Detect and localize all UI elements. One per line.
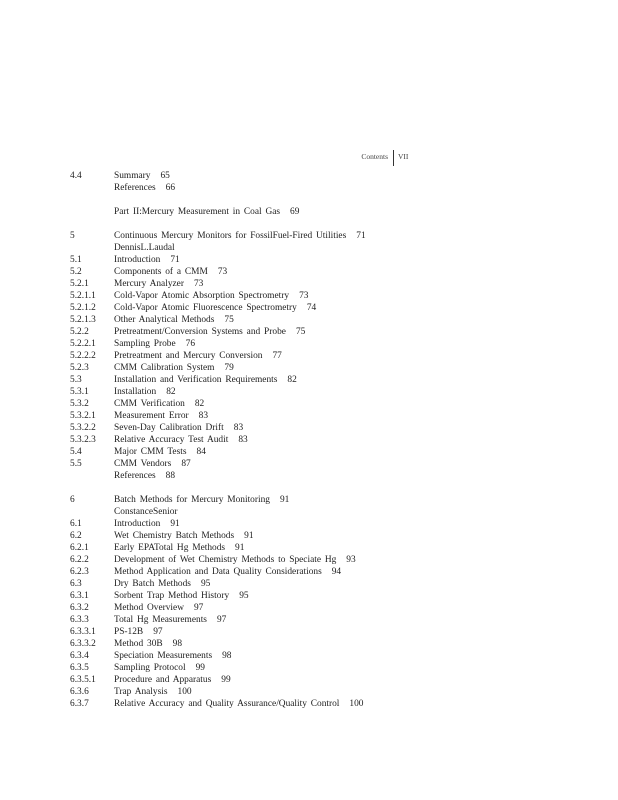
toc-entry-title: CMM Verification: [114, 399, 185, 409]
toc-entry: [70, 398, 590, 410]
toc-entry: [70, 542, 590, 554]
toc-entry-page: 97: [153, 627, 163, 637]
toc-entry: [70, 698, 590, 710]
toc-entry: [70, 254, 590, 266]
toc-entry-page: 91: [170, 519, 180, 529]
toc-entry-page: 65: [160, 171, 170, 181]
toc-entry-number: 5.2.1.3: [70, 315, 96, 325]
toc-entry: [70, 266, 590, 278]
toc-entry-number: 5.3.2.3: [70, 435, 96, 445]
toc-spacer: [70, 218, 590, 230]
toc-entry-number: 5.4: [70, 447, 82, 457]
toc-entry-number: 6.3.6: [70, 687, 89, 697]
toc-entry-title: References: [114, 471, 156, 481]
toc-entry-page: 97: [193, 603, 204, 613]
toc-entry: [70, 686, 590, 698]
toc-entry: [70, 434, 590, 446]
toc-entry-page: 99: [195, 663, 205, 673]
toc-entry-number: [70, 242, 114, 254]
toc-entry-page: 83: [198, 411, 209, 421]
toc-spacer: [70, 194, 590, 206]
table-of-contents: [70, 170, 590, 710]
toc-entry: [70, 386, 590, 398]
toc-entry-title: Installation: [114, 387, 157, 397]
toc-entry: [70, 470, 590, 482]
toc-entry-number: 4.4: [70, 171, 82, 181]
toc-entry-title: Sampling Probe: [114, 339, 176, 349]
toc-entry-title: Part II:Mercury Measurement in Coal Gas: [114, 207, 281, 217]
toc-entry-page: 73: [193, 279, 204, 289]
toc-entry-page: 98: [172, 639, 183, 649]
toc-entry-title: Summary: [114, 171, 151, 181]
toc-entry-page: 69: [290, 207, 300, 217]
toc-entry: [70, 650, 590, 662]
toc-entry-title: Continuous Mercury Monitors for FossilFuel-Fired Utilities: [114, 231, 347, 241]
toc-entry-number: 5.2.1: [70, 279, 89, 289]
toc-entry-number: 5.2.2.1: [70, 339, 96, 349]
toc-entry: [70, 302, 590, 314]
toc-entry-number: 5.1: [70, 255, 82, 265]
toc-entry-page: 83: [233, 423, 244, 433]
toc-entry: [70, 242, 590, 254]
toc-entry-number: 6.3.7: [70, 699, 89, 709]
toc-entry-page: 84: [196, 447, 206, 457]
toc-entry-title: Cold-Vapor Atomic Absorption Spectrometry: [114, 291, 290, 301]
toc-entry-title: Components of a CMM: [114, 267, 208, 277]
toc-entry: [70, 518, 590, 530]
toc-entry: [70, 314, 590, 326]
toc-entry-page: 87: [181, 459, 191, 469]
toc-entry: [70, 566, 590, 578]
toc-entry-number: 6.3.1: [70, 591, 89, 601]
toc-entry: [70, 614, 590, 626]
toc-entry-title: Relative Accuracy and Quality Assurance/Quality Control: [114, 699, 340, 709]
toc-entry-page: 95: [200, 579, 211, 589]
toc-entry-page: 82: [166, 387, 176, 397]
toc-entry-number: 5.2.1.2: [70, 303, 96, 313]
toc-entry-number: 5.2.2: [70, 327, 89, 337]
toc-entry-number: 6.3.5.1: [70, 675, 96, 685]
toc-entry-title: Early EPATotal Hg Methods: [114, 543, 226, 553]
toc-entry: [70, 530, 590, 542]
page-folio: VII: [398, 152, 409, 161]
toc-entry-number: 6.3.3.1: [70, 627, 96, 637]
toc-entry: [70, 446, 590, 458]
toc-entry-title: Method 30B: [114, 639, 163, 649]
toc-entry-number: 5.3: [70, 375, 82, 385]
toc-entry-page: 73: [299, 291, 309, 301]
toc-entry: [70, 494, 590, 506]
toc-entry-title: Cold-Vapor Atomic Fluorescence Spectrometry: [114, 303, 297, 313]
toc-entry-page: 75: [224, 315, 234, 325]
toc-entry-page: 95: [239, 591, 249, 601]
toc-entry-page: 71: [170, 255, 180, 265]
toc-entry-title: Method Overview: [114, 603, 184, 613]
toc-entry: [70, 350, 590, 362]
toc-entry: [70, 206, 590, 218]
toc-entry-page: 100: [177, 687, 192, 697]
toc-entry: [70, 638, 590, 650]
toc-entry-number: 6.2: [70, 531, 82, 541]
toc-entry-title: Installation and Verification Requirements: [114, 375, 278, 385]
toc-entry-title: Method Application and Data Quality Considerations: [114, 567, 322, 577]
toc-entry-number: 6.3: [70, 579, 82, 589]
toc-entry-page: 94: [331, 567, 342, 577]
running-head-label: Contents: [361, 152, 388, 161]
toc-entry-number: [70, 470, 114, 482]
toc-entry-title: Introduction: [114, 519, 161, 529]
toc-entry: [70, 230, 590, 242]
toc-entry-number: 6.3.2: [70, 603, 89, 613]
toc-entry-page: 91: [244, 531, 254, 541]
toc-entry-title: Relative Accuracy Test Audit: [114, 435, 229, 445]
toc-spacer: [70, 482, 590, 494]
toc-entry-number: 5.2.2.2: [70, 351, 96, 361]
toc-entry-title: Batch Methods for Mercury Monitoring: [114, 495, 270, 505]
toc-entry-page: 97: [216, 615, 227, 625]
toc-entry-title: Development of Wet Chemistry Methods to Speciate Hg: [114, 555, 337, 565]
toc-entry-number: 6.3.5: [70, 663, 89, 673]
toc-entry-number: 6.3.3.2: [70, 639, 96, 649]
toc-entry-title: Wet Chemistry Batch Methods: [114, 531, 235, 541]
toc-entry-title: Mercury Analyzer: [114, 279, 184, 289]
toc-entry: [70, 578, 590, 590]
toc-entry-title: DennisL.Laudal: [114, 243, 175, 253]
toc-entry-page: 79: [224, 363, 234, 373]
running-head: [0, 150, 410, 166]
toc-entry-title: Other Analytical Methods: [114, 315, 215, 325]
toc-entry-page: 76: [185, 339, 196, 349]
toc-entry: [70, 278, 590, 290]
toc-entry-title: CMM Calibration System: [114, 363, 215, 373]
toc-entry-number: 5.2: [70, 267, 82, 277]
toc-entry-page: 82: [194, 399, 205, 409]
toc-entry-number: 5.5: [70, 459, 82, 469]
toc-entry: [70, 590, 590, 602]
toc-entry: [70, 506, 590, 518]
toc-entry-title: Total Hg Measurements: [114, 615, 207, 625]
toc-entry-page: 73: [217, 267, 228, 277]
toc-entry: [70, 182, 590, 194]
toc-entry-number: [70, 182, 114, 194]
toc-entry-number: [70, 206, 114, 218]
toc-entry-title: Dry Batch Methods: [114, 579, 191, 589]
toc-entry-number: 6.2.1: [70, 543, 89, 553]
toc-entry-number: 6: [70, 495, 75, 505]
toc-entry: [70, 458, 590, 470]
toc-entry-page: 74: [306, 303, 317, 313]
toc-entry-title: Trap Analysis: [114, 687, 168, 697]
toc-entry-number: 6.3.4: [70, 651, 89, 661]
toc-entry-number: 6.2.2: [70, 555, 89, 565]
toc-entry-page: 91: [279, 495, 290, 505]
toc-entry-page: 88: [165, 471, 176, 481]
toc-entry-title: ConstanceSenior: [114, 507, 178, 517]
toc-entry: [70, 362, 590, 374]
toc-entry-title: Seven-Day Calibration Drift: [114, 423, 224, 433]
toc-entry: [70, 374, 590, 386]
toc-entry-title: Major CMM Tests: [114, 447, 187, 457]
toc-entry-number: 5.2.1.1: [70, 291, 96, 301]
toc-entry: [70, 674, 590, 686]
toc-entry-page: 77: [272, 351, 282, 361]
toc-entry: [70, 170, 590, 182]
toc-entry-title: Measurement Error: [114, 411, 189, 421]
toc-entry-number: 6.2.3: [70, 567, 89, 577]
toc-entry-page: 93: [346, 555, 356, 565]
toc-entry-page: 75: [295, 327, 306, 337]
toc-entry-number: 5.3.1: [70, 387, 89, 397]
toc-entry: [70, 326, 590, 338]
running-head-divider: [393, 150, 394, 166]
toc-entry-number: 5.2.3: [70, 363, 89, 373]
toc-entry: [70, 554, 590, 566]
toc-entry: [70, 410, 590, 422]
toc-entry: [70, 290, 590, 302]
toc-entry-number: 6.3.3: [70, 615, 89, 625]
toc-entry-number: 5.3.2.1: [70, 411, 96, 421]
toc-entry-number: 5.3.2: [70, 399, 89, 409]
toc-entry: [70, 422, 590, 434]
toc-entry-title: Speciation Measurements: [114, 651, 213, 661]
toc-entry-title: CMM Vendors: [114, 459, 172, 469]
toc-entry: [70, 626, 590, 638]
toc-entry-page: 82: [287, 375, 297, 385]
toc-entry-number: [70, 506, 114, 518]
toc-entry-title: Introduction: [114, 255, 161, 265]
toc-entry-page: 91: [235, 543, 245, 553]
toc-entry-page: 71: [356, 231, 366, 241]
toc-entry-title: PS-12B: [114, 627, 144, 637]
toc-entry-number: 6.1: [70, 519, 82, 529]
toc-entry-page: 99: [221, 675, 231, 685]
toc-entry-number: 5.3.2.2: [70, 423, 96, 433]
toc-entry: [70, 338, 590, 350]
toc-entry-page: 100: [349, 699, 364, 709]
toc-entry: [70, 662, 590, 674]
toc-entry: [70, 602, 590, 614]
toc-entry-title: Pretreatment/Conversion Systems and Probe: [114, 327, 286, 337]
toc-entry-number: 5: [70, 231, 75, 241]
toc-entry-title: Pretreatment and Mercury Conversion: [114, 351, 263, 361]
toc-entry-title: Sorbent Trap Method History: [114, 591, 230, 601]
toc-entry-title: Procedure and Apparatus: [114, 675, 212, 685]
toc-entry-title: Sampling Protocol: [114, 663, 186, 673]
toc-entry-page: 66: [165, 183, 176, 193]
toc-entry-page: 83: [238, 435, 248, 445]
toc-entry-page: 98: [222, 651, 232, 661]
toc-entry-title: References: [114, 183, 156, 193]
